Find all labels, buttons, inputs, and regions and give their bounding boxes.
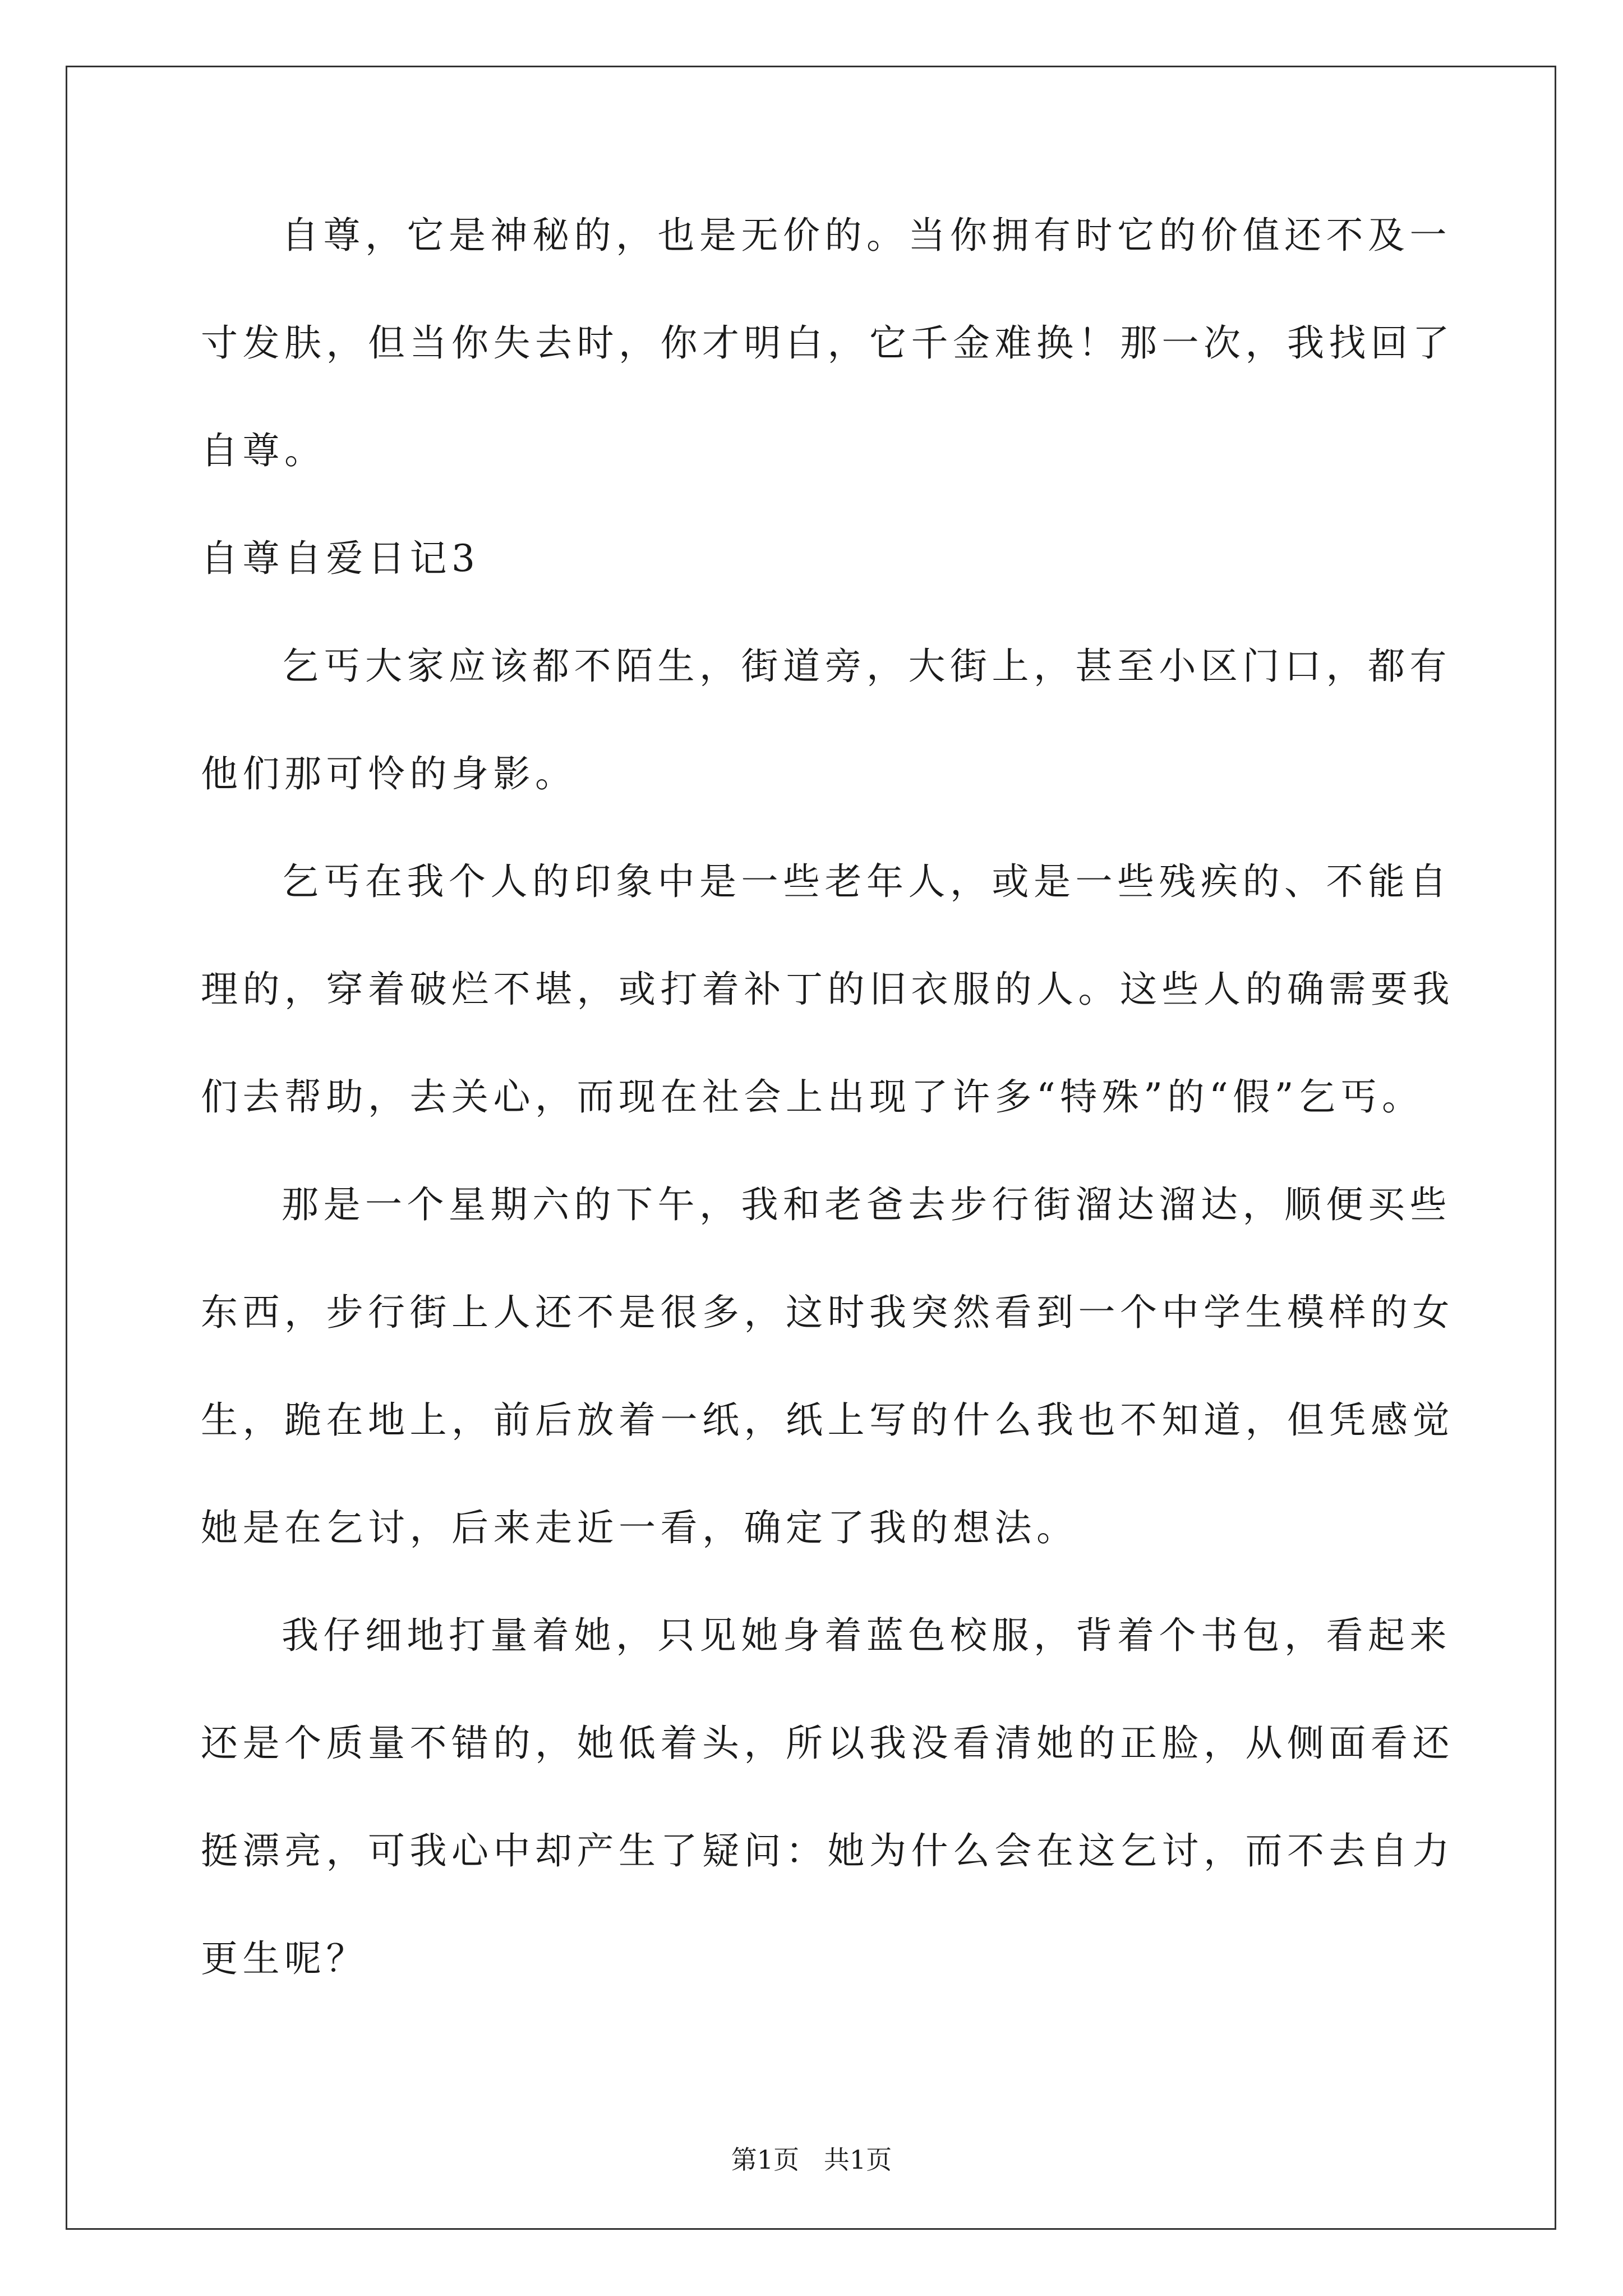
text-line: 自尊。 xyxy=(201,429,326,472)
text-line: 理的，穿着破烂不堪，或打着补丁的旧衣服的人。这些人的确需要我 xyxy=(201,968,1454,1011)
text-line: 乞丐在我个人的印象中是一些老年人，或是一些残疾的、不能自 xyxy=(282,860,1451,903)
text-line: 乞丐大家应该都不陌生，街道旁，大街上，甚至小区门口，都有 xyxy=(282,645,1451,688)
text-line: 还是个质量不错的，她低着头，所以我没看清她的正脸，从侧面看还 xyxy=(201,1722,1454,1765)
section-heading: 自尊自爱日记3 xyxy=(201,537,480,580)
text-line: 寸发肤，但当你失去时，你才明白，它千金难换！那一次，我找回了 xyxy=(201,321,1454,365)
text-line: 东西，步行街上人还不是很多，这时我突然看到一个中学生模样的女 xyxy=(201,1291,1454,1334)
text-line: 自尊，它是神秘的，也是无价的。当你拥有时它的价值还不及一 xyxy=(282,214,1451,257)
document-body xyxy=(201,209,1454,1986)
text-line: 我仔细地打量着她，只见她身着蓝色校服，背着个书包，看起来 xyxy=(282,1614,1451,1657)
text-line: 她是在乞讨，后来走近一看，确定了我的想法。 xyxy=(201,1506,1078,1549)
text-line: 他们那可怜的身影。 xyxy=(201,752,577,795)
text-line: 更生呢？ xyxy=(201,1937,368,1980)
text-line: 们去帮助，去关心，而现在社会上出现了许多“特殊”的“假”乞丐。 xyxy=(201,1075,1424,1119)
text-line: 那是一个星期六的下午，我和老爸去步行街溜达溜达，顺便买些 xyxy=(282,1183,1451,1226)
page-number: 第1页 共1页 xyxy=(731,2145,892,2175)
text-line: 生，跪在地上，前后放着一纸，纸上写的什么我也不知道，但凭感觉 xyxy=(201,1398,1454,1442)
text-line: 挺漂亮，可我心中却产生了疑问：她为什么会在这乞讨，而不去自力 xyxy=(201,1829,1454,1872)
